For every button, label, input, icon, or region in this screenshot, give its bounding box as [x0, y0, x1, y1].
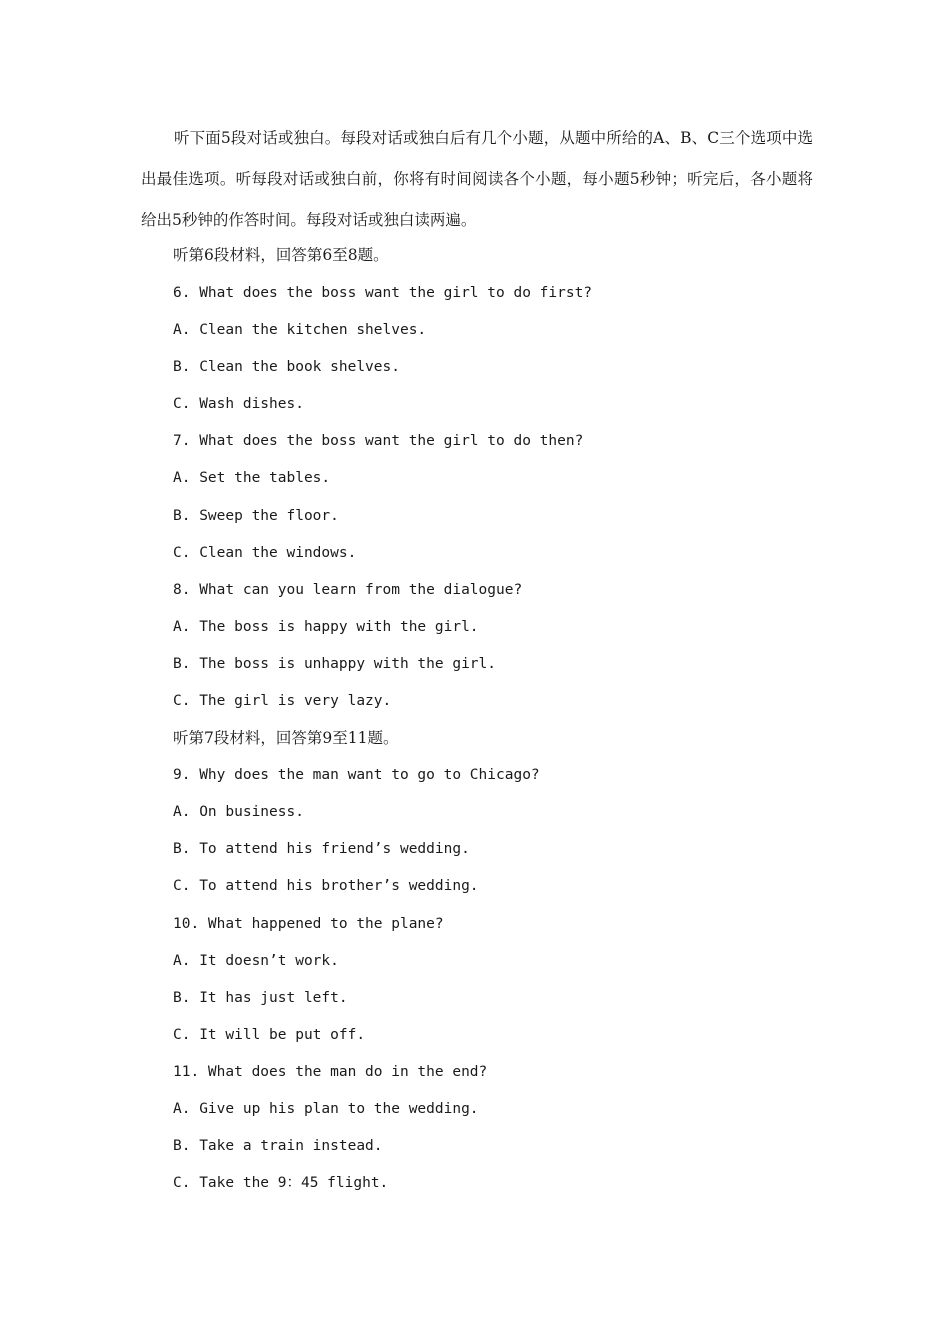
option-11c: C. Take the 9：45 flight. — [173, 1175, 389, 1191]
option-8b: B. The boss is unhappy with the girl. — [173, 656, 497, 672]
section-heading-6: 听第6段材料，回答第6至8题。 — [173, 246, 389, 264]
option-6a: A. Clean the kitchen shelves. — [173, 322, 427, 338]
option-7a: A. Set the tables. — [173, 470, 331, 486]
option-9b: B. To attend his friend’s wedding. — [173, 841, 470, 857]
question-9: 9. Why does the man want to go to Chicago? — [173, 767, 540, 783]
option-9a: A. On business. — [173, 804, 304, 820]
option-6c: C. Wash dishes. — [173, 396, 304, 412]
question-8: 8. What can you learn from the dialogue? — [173, 582, 523, 598]
option-8c: C. The girl is very lazy. — [173, 693, 392, 709]
option-11b: B. Take a train instead. — [173, 1138, 383, 1154]
option-8a: A. The boss is happy with the girl. — [173, 619, 479, 635]
option-9c: C. To attend his brother’s wedding. — [173, 878, 479, 894]
question-10: 10. What happened to the plane? — [173, 916, 444, 932]
option-10a: A. It doesn’t work. — [173, 953, 339, 969]
option-10c: C. It will be put off. — [173, 1027, 366, 1043]
question-7: 7. What does the boss want the girl to do then? — [173, 433, 584, 449]
question-6: 6. What does the boss want the girl to do first? — [173, 285, 593, 301]
instructions-paragraph: 听下面5段对话或独白。每段对话或独白后有几个小题，从题中所给的A、B、C三个选项中选出最佳选项。听每段对话或独白前，你将有时间阅读各个小题，每小题5秒钟；听完后，各小题将给出5秒钟的作答时间。每段对话或独白读两遍。 — [141, 129, 813, 229]
option-10b: B. It has just left. — [173, 990, 348, 1006]
option-7c: C. Clean the windows. — [173, 545, 357, 561]
option-11a: A. Give up his plan to the wedding. — [173, 1101, 479, 1117]
question-11: 11. What does the man do in the end? — [173, 1064, 488, 1080]
section-heading-7: 听第7段材料，回答第9至11题。 — [173, 729, 399, 747]
option-6b: B. Clean the book shelves. — [173, 359, 400, 375]
option-7b: B. Sweep the floor. — [173, 508, 339, 524]
